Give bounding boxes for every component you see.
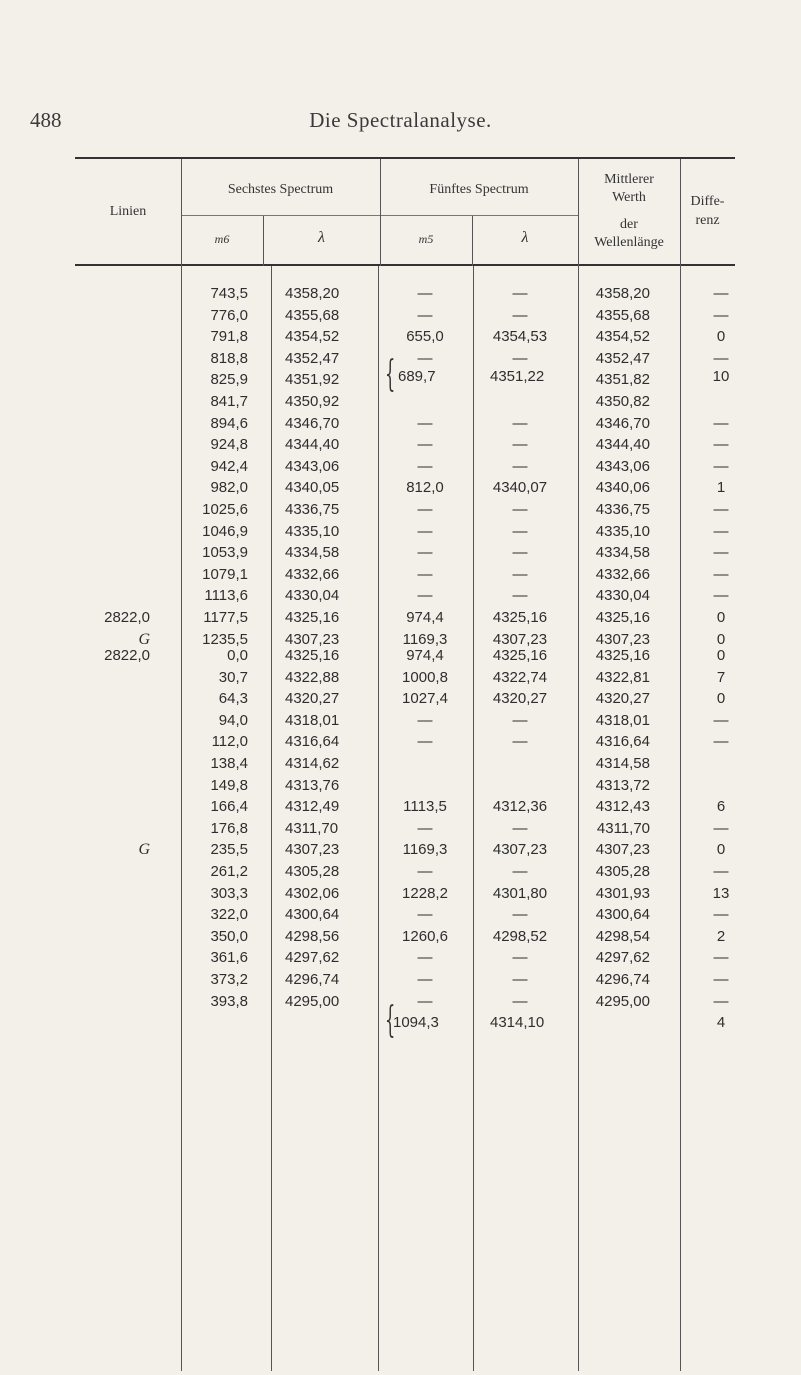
section1-row-7-mit: 4344,40	[595, 436, 650, 454]
header-m5: m5	[418, 232, 434, 246]
section2-row-10-l6: 4305,28	[285, 863, 340, 880]
section1-row-13-m5: —	[417, 565, 433, 583]
header-lambda6: λ	[318, 229, 325, 246]
section1-row-12-l5: —	[512, 544, 528, 562]
section1-row-0-mit: 4358,20	[595, 285, 650, 302]
page-number: 488	[30, 108, 62, 132]
section1-row-1-mit: 4355,68	[595, 306, 650, 324]
group2-l5: 4314,10	[490, 1014, 545, 1031]
section2-row-4-l5: —	[512, 733, 528, 751]
header-m6: m6	[214, 232, 230, 246]
section1-row-16-l5: 4307,23	[492, 630, 548, 648]
section2-row-0-diff: 0	[716, 647, 726, 664]
section2-row-14-diff: —	[713, 949, 729, 967]
section2-row-15-l6: 4296,74	[285, 971, 340, 988]
group1-m5: 689,7	[398, 368, 436, 385]
header-linien: Linien	[109, 204, 147, 219]
header-mittlerer-4: Wellenlänge	[594, 235, 664, 250]
section1-row-2-mit: 4354,52	[595, 328, 650, 346]
section1-row-15-mit: 4325,16	[595, 609, 650, 626]
section2-row-4-l6: 4316,64	[285, 733, 340, 751]
section2-row-8-mit: 4311,70	[596, 819, 650, 837]
section2-row-5-l6: 4314,62	[285, 755, 340, 772]
section1-row-3-l5: —	[512, 349, 528, 367]
section2-row-14-mit: 4297,62	[595, 949, 650, 967]
section1-row-6-m6: 894,6	[210, 414, 248, 432]
section1-row-8-m5: —	[417, 457, 433, 475]
header-sechstes: Sechstes Spectrum	[227, 182, 334, 197]
section1-row-3-m5: —	[417, 349, 433, 367]
section1-row-10-l5: —	[512, 501, 528, 518]
section1-row-12-m5: —	[417, 544, 433, 562]
section1-row-6-mit: 4346,70	[595, 414, 650, 432]
section2-row-3-m5: —	[417, 711, 433, 729]
section1-row-11-diff: —	[713, 522, 729, 540]
header-vrule-1	[181, 159, 182, 266]
section1-row-10-m5: —	[417, 501, 433, 518]
section1-row-5-l6: 4350,92	[285, 393, 340, 410]
section1-row-10-mit: 4336,75	[595, 501, 650, 518]
section1-row-2-l6: 4354,52	[285, 328, 340, 346]
section2-row-1-mit: 4322,81	[595, 668, 650, 686]
section1-row-15-diff: 0	[716, 609, 726, 626]
section1-row-1-m5: —	[417, 306, 433, 324]
table-top-rule	[75, 157, 735, 159]
section1-row-2-diff: 0	[716, 328, 726, 346]
section2-row-0-m5: 974,4	[406, 647, 444, 664]
section1-row-15-linien: 2822,0	[104, 609, 150, 626]
section2-row-12-l5: —	[512, 906, 528, 924]
section2-row-9-l5: 4307,23	[492, 841, 548, 859]
section2-row-7-mit: 4312,43	[595, 798, 650, 816]
group1-diff: 10	[712, 368, 730, 385]
section2-row-13-l6: 4298,56	[285, 927, 340, 945]
section2-row-15-mit: 4296,74	[595, 971, 650, 988]
section2-row-15-diff: —	[713, 971, 729, 988]
section2-row-1-l6: 4322,88	[285, 668, 340, 686]
section2-row-8-m6: 176,8	[210, 819, 248, 837]
section2-row-16-m5: —	[417, 992, 433, 1010]
section1-row-5-m6: 841,7	[210, 393, 248, 410]
section1-row-0-m6: 743,5	[210, 285, 248, 302]
section1-row-14-m6: 1113,6	[204, 587, 248, 605]
section1-row-11-m5: —	[417, 522, 433, 540]
section1-row-16-l6: 4307,23	[285, 630, 340, 648]
section1-row-9-l5: 4340,07	[492, 479, 548, 497]
section2-row-2-mit: 4320,27	[595, 690, 650, 708]
section1-row-4-m6: 825,9	[210, 371, 248, 389]
section1-row-14-l5: —	[512, 587, 528, 605]
section2-row-6-l6: 4313,76	[285, 776, 340, 794]
section2-row-14-m5: —	[417, 949, 433, 967]
section2-row-15-m5: —	[417, 971, 433, 988]
section2-row-7-m5: 1113,5	[403, 798, 447, 816]
section2-row-8-l5: —	[512, 819, 528, 837]
section2-row-10-mit: 4305,28	[595, 863, 650, 880]
section1-row-15-m5: 974,4	[406, 609, 444, 626]
section1-row-7-l5: —	[512, 436, 528, 454]
section2-row-2-m5: 1027,4	[402, 690, 448, 708]
header-mittlerer-2: Werth	[612, 190, 646, 205]
section2-row-11-diff: 13	[712, 884, 730, 902]
section2-row-7-l6: 4312,49	[285, 798, 340, 816]
section1-row-0-l5: —	[512, 285, 528, 302]
section2-row-14-l6: 4297,62	[285, 949, 340, 967]
section2-row-0-linien: 2822,0	[104, 647, 150, 664]
section1-row-15-l5: 4325,16	[492, 609, 548, 626]
section1-row-14-mit: 4330,04	[595, 587, 650, 605]
section1-row-11-mit: 4335,10	[595, 522, 650, 540]
section1-row-3-mit: 4352,47	[595, 349, 650, 367]
section2-row-13-m6: 350,0	[210, 927, 248, 945]
section2-row-8-l6: 4311,70	[285, 819, 339, 837]
section1-row-2-m6: 791,8	[210, 328, 248, 346]
section2-row-11-l6: 4302,06	[285, 884, 340, 902]
section1-row-3-l6: 4352,47	[285, 349, 340, 367]
section1-row-15-l6: 4325,16	[285, 609, 340, 626]
section2-row-1-l5: 4322,74	[492, 668, 548, 686]
section2-row-0-l6: 4325,16	[285, 647, 340, 664]
section2-row-11-m5: 1228,2	[402, 884, 448, 902]
section1-row-7-l6: 4344,40	[285, 436, 340, 454]
section2-row-4-m6: 112,0	[211, 733, 248, 751]
section1-row-14-l6: 4330,04	[285, 587, 340, 605]
section1-row-8-diff: —	[713, 457, 729, 475]
section2-row-9-mit: 4307,23	[595, 841, 650, 859]
section1-row-6-l5: —	[512, 414, 528, 432]
section2-row-8-m5: —	[417, 819, 433, 837]
section2-row-9-linien: G	[138, 841, 150, 859]
section2-row-0-m6: 0,0	[227, 647, 248, 664]
body-vrule-3	[378, 266, 379, 1371]
body-vrule-4	[473, 266, 474, 1371]
section1-row-12-m6: 1053,9	[202, 544, 248, 562]
section2-row-4-diff: —	[713, 733, 729, 751]
section2-row-3-l6: 4318,01	[285, 711, 340, 729]
section2-row-0-l5: 4325,16	[492, 647, 548, 664]
section1-row-16-m6: 1235,5	[202, 630, 248, 648]
header-mittlerer-3: der	[620, 217, 638, 232]
section1-row-6-diff: —	[713, 414, 729, 432]
section2-row-5-m6: 138,4	[210, 755, 248, 772]
section2-row-2-diff: 0	[716, 690, 726, 708]
header-mittlerer-1: Mittlerer	[604, 172, 654, 187]
section1-row-12-diff: —	[713, 544, 729, 562]
body-vrule-5	[578, 266, 579, 1371]
section1-row-9-mit: 4340,06	[595, 479, 650, 497]
section1-row-13-l6: 4332,66	[285, 565, 340, 583]
group1-brace: {	[385, 354, 396, 395]
section1-row-14-m5: —	[417, 587, 433, 605]
group2-m5: 1094,3	[393, 1014, 439, 1031]
section2-row-5-mit: 4314,58	[595, 755, 650, 772]
section1-row-9-m5: 812,0	[406, 479, 444, 497]
section1-row-1-l6: 4355,68	[285, 306, 340, 324]
header-vrule-3	[380, 159, 381, 266]
section1-row-13-m6: 1079,1	[202, 565, 248, 583]
section2-row-6-mit: 4313,72	[595, 776, 650, 794]
section2-row-10-m5: —	[417, 863, 433, 880]
section2-row-12-l6: 4300,64	[285, 906, 340, 924]
section1-row-9-diff: 1	[716, 479, 726, 497]
header-lambda5: λ	[521, 229, 529, 246]
section2-row-16-diff: —	[713, 992, 729, 1010]
section1-row-11-m6: 1046,9	[202, 522, 248, 540]
section1-row-16-m5: 1169,3	[402, 630, 448, 648]
section2-row-12-m6: 322,0	[210, 906, 248, 924]
section2-row-3-diff: —	[713, 711, 729, 729]
section1-row-5-mit: 4350,82	[595, 393, 650, 410]
section2-row-8-diff: —	[713, 819, 729, 837]
section2-row-16-l6: 4295,00	[285, 992, 340, 1010]
section1-row-4-l6: 4351,92	[285, 371, 340, 389]
section1-row-8-mit: 4343,06	[595, 457, 650, 475]
section1-row-14-diff: —	[713, 587, 729, 605]
section1-row-1-m6: 776,0	[210, 306, 248, 324]
section2-row-10-l5: —	[512, 863, 528, 880]
section1-row-9-l6: 4340,05	[285, 479, 340, 497]
section1-row-11-l5: —	[512, 522, 528, 540]
section1-row-13-l5: —	[512, 565, 528, 583]
section1-row-3-m6: 818,8	[210, 349, 248, 367]
section2-row-12-m5: —	[417, 906, 433, 924]
section1-row-10-l6: 4336,75	[285, 501, 340, 518]
section2-row-14-l5: —	[512, 949, 528, 967]
section1-row-1-diff: —	[713, 306, 729, 324]
section1-row-10-m6: 1025,6	[202, 501, 248, 518]
section1-row-13-diff: —	[713, 565, 729, 583]
section1-row-6-m5: —	[417, 414, 433, 432]
section2-row-12-diff: —	[713, 906, 729, 924]
header-fuenftes: Fünftes Spectrum	[429, 182, 529, 197]
section1-row-1-l5: —	[512, 306, 528, 324]
header-differenz-2: renz	[695, 213, 720, 228]
group2-diff: 4	[716, 1014, 726, 1031]
body-vrule-2	[271, 266, 272, 1371]
section2-row-14-m6: 361,6	[210, 949, 248, 967]
section2-row-15-m6: 373,2	[210, 971, 248, 988]
section2-row-2-m6: 64,3	[218, 690, 248, 708]
section2-row-13-m5: 1260,6	[402, 927, 448, 945]
group2-brace: {	[385, 1000, 396, 1041]
section2-row-13-l5: 4298,52	[492, 927, 548, 945]
section2-row-13-mit: 4298,54	[595, 927, 650, 945]
section1-row-16-diff: 0	[716, 630, 726, 648]
section1-row-7-m5: —	[417, 436, 433, 454]
section2-row-7-l5: 4312,36	[492, 798, 548, 816]
section2-row-9-m5: 1169,3	[402, 841, 448, 859]
section2-row-7-m6: 166,4	[210, 798, 248, 816]
section1-row-7-diff: —	[713, 436, 729, 454]
section2-row-12-mit: 4300,64	[595, 906, 650, 924]
section1-row-13-mit: 4332,66	[595, 565, 650, 583]
body-vrule-1	[181, 266, 182, 1371]
section1-row-8-l5: —	[512, 457, 528, 475]
group1-l5: 4351,22	[490, 368, 545, 385]
header-bottom-rule	[75, 264, 735, 266]
section1-row-2-m5: 655,0	[406, 328, 444, 346]
header-differenz-1: Diffe-	[690, 194, 725, 209]
section2-row-16-mit: 4295,00	[595, 992, 650, 1010]
section2-row-0-mit: 4325,16	[595, 647, 650, 664]
section1-row-6-l6: 4346,70	[285, 414, 340, 432]
section1-row-8-l6: 4343,06	[285, 457, 340, 475]
section2-row-1-m5: 1000,8	[402, 668, 448, 686]
section2-row-6-m6: 149,8	[210, 776, 248, 794]
section1-row-11-l6: 4335,10	[285, 522, 340, 540]
section2-row-10-m6: 261,2	[210, 863, 248, 880]
section2-row-11-mit: 4301,93	[595, 884, 650, 902]
section2-row-3-l5: —	[512, 711, 528, 729]
section2-row-4-mit: 4316,64	[595, 733, 650, 751]
section2-row-3-m6: 94,0	[218, 711, 248, 729]
section1-row-16-mit: 4307,23	[595, 630, 650, 648]
section2-row-15-l5: —	[512, 971, 528, 988]
section2-row-16-m6: 393,8	[210, 992, 248, 1010]
section2-row-2-l6: 4320,27	[285, 690, 340, 708]
section1-row-8-m6: 942,4	[210, 457, 248, 475]
section2-row-9-m6: 235,5	[210, 841, 248, 859]
section1-row-12-l6: 4334,58	[285, 544, 340, 562]
section2-row-11-m6: 303,3	[210, 884, 248, 902]
section1-row-7-m6: 924,8	[210, 436, 248, 454]
section1-row-3-diff: —	[713, 349, 729, 367]
section1-row-0-l6: 4358,20	[285, 285, 340, 302]
section2-row-3-mit: 4318,01	[595, 711, 650, 729]
running-title: Die Spectralanalyse.	[309, 108, 492, 132]
section1-row-0-m5: —	[417, 285, 433, 302]
section1-row-2-l5: 4354,53	[492, 328, 548, 346]
section1-row-12-mit: 4334,58	[595, 544, 650, 562]
section2-row-1-diff: 7	[716, 668, 726, 686]
section2-row-1-m6: 30,7	[218, 668, 248, 686]
section2-row-11-l5: 4301,80	[492, 884, 548, 902]
section1-row-9-m6: 982,0	[210, 479, 248, 497]
section2-row-9-diff: 0	[716, 841, 726, 859]
section1-row-15-m6: 1177,5	[203, 609, 248, 626]
section2-row-13-diff: 2	[716, 927, 726, 945]
section2-row-9-l6: 4307,23	[285, 841, 340, 859]
section1-row-16-linien: G	[138, 630, 150, 648]
section2-row-2-l5: 4320,27	[492, 690, 548, 708]
section1-row-0-diff: —	[713, 285, 729, 302]
section2-row-4-m5: —	[417, 733, 433, 751]
section2-row-7-diff: 6	[716, 798, 726, 816]
body-vrule-6	[680, 266, 681, 1371]
section1-row-10-diff: —	[713, 501, 729, 518]
section1-row-4-mit: 4351,82	[595, 371, 650, 389]
section2-row-10-diff: —	[713, 863, 729, 880]
section2-row-16-l5: —	[512, 992, 528, 1010]
